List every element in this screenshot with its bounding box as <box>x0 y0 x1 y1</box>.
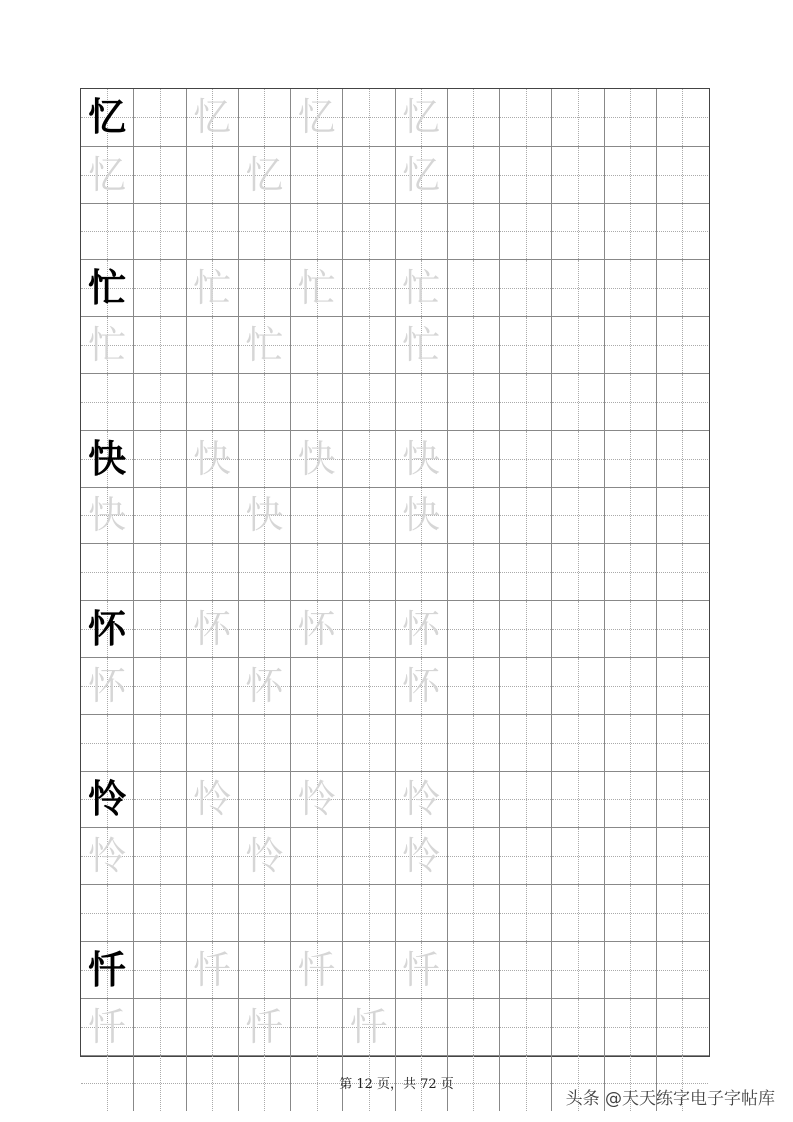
grid-cell <box>395 431 447 487</box>
grid-cell <box>238 772 290 828</box>
trace-character: 怜 <box>245 834 284 879</box>
grid-cell <box>499 204 551 260</box>
grid-cell <box>290 601 342 657</box>
trace-character: 忙 <box>245 323 284 368</box>
trace-character: 忆 <box>193 95 232 140</box>
grid-cell <box>238 942 290 998</box>
grid-cell <box>499 828 551 884</box>
model-character: 忆 <box>88 94 127 140</box>
grid-cell <box>551 942 603 998</box>
practice-row <box>81 600 709 657</box>
trace-character: 快 <box>402 436 441 481</box>
grid-cell <box>133 601 185 657</box>
grid-cell <box>395 544 447 600</box>
grid-cell <box>499 374 551 430</box>
grid-cell <box>604 715 656 771</box>
grid-cell <box>290 374 342 430</box>
grid-cell <box>551 431 603 487</box>
grid-cell <box>395 658 447 714</box>
practice-row-blank <box>81 543 709 600</box>
grid-cell <box>342 544 394 600</box>
practice-row <box>81 487 709 544</box>
grid-cell <box>133 828 185 884</box>
grid-cell <box>604 544 656 600</box>
grid-cell <box>447 260 499 316</box>
grid-cell <box>656 601 708 657</box>
grid-cell <box>656 260 708 316</box>
grid-cell <box>186 828 238 884</box>
grid-cell <box>238 999 290 1055</box>
trace-character: 快 <box>245 493 284 538</box>
grid-cell <box>656 147 708 203</box>
grid-cell <box>604 828 656 884</box>
grid-cell <box>447 885 499 941</box>
grid-cell <box>395 999 447 1055</box>
grid-cell <box>447 772 499 828</box>
trace-character: 忙 <box>402 266 441 311</box>
practice-row <box>81 316 709 373</box>
grid-cell <box>604 89 656 146</box>
grid-cell <box>395 260 447 316</box>
grid-cell <box>604 317 656 373</box>
practice-row <box>81 259 709 316</box>
grid-cell <box>447 601 499 657</box>
grid-cell <box>238 658 290 714</box>
grid-cell <box>604 374 656 430</box>
grid-cell <box>342 431 394 487</box>
grid-cell <box>656 488 708 544</box>
grid-cell <box>551 374 603 430</box>
grid-cell <box>290 260 342 316</box>
grid-cell <box>290 942 342 998</box>
grid-cell <box>133 431 185 487</box>
trace-character: 忙 <box>88 323 127 368</box>
model-character: 怀 <box>88 606 127 652</box>
grid-cell <box>81 431 133 487</box>
trace-character: 忏 <box>297 947 336 992</box>
grid-cell <box>238 431 290 487</box>
trace-character: 忏 <box>88 1004 127 1049</box>
model-character: 快 <box>88 435 127 481</box>
grid-cell <box>81 715 133 771</box>
grid-cell <box>604 999 656 1055</box>
grid-cell <box>342 715 394 771</box>
grid-cell <box>342 89 394 146</box>
grid-cell <box>290 544 342 600</box>
grid-cell <box>133 942 185 998</box>
grid-cell <box>499 317 551 373</box>
grid-cell <box>551 715 603 771</box>
grid-cell <box>342 374 394 430</box>
trace-character: 忙 <box>402 323 441 368</box>
grid-cell <box>81 772 133 828</box>
grid-cell <box>656 89 708 146</box>
model-character: 忙 <box>88 265 127 311</box>
practice-row-blank <box>81 884 709 941</box>
grid-cell <box>81 828 133 884</box>
watermark: 头条 @天天练字电子字帖库 <box>565 1089 775 1109</box>
trace-character: 忆 <box>245 152 284 197</box>
grid-cell <box>133 374 185 430</box>
grid-cell <box>81 601 133 657</box>
grid-cell <box>186 488 238 544</box>
grid-cell <box>81 317 133 373</box>
grid-cell <box>81 374 133 430</box>
grid-cell <box>656 942 708 998</box>
grid-cell <box>342 999 394 1055</box>
grid-cell <box>290 658 342 714</box>
grid-cell <box>186 260 238 316</box>
grid-cell <box>656 204 708 260</box>
practice-row <box>81 771 709 828</box>
grid-cell <box>238 544 290 600</box>
grid-cell <box>81 942 133 998</box>
grid-cell <box>290 431 342 487</box>
grid-cell <box>81 89 133 146</box>
grid-cell <box>238 601 290 657</box>
grid-cell <box>499 147 551 203</box>
grid-cell <box>133 147 185 203</box>
grid-cell <box>238 317 290 373</box>
grid-cell <box>238 885 290 941</box>
grid-cell <box>186 715 238 771</box>
grid-cell <box>342 147 394 203</box>
practice-grid <box>80 88 710 1057</box>
grid-cell <box>395 828 447 884</box>
trace-character: 怜 <box>402 834 441 879</box>
trace-character: 忙 <box>297 266 336 311</box>
trace-character: 快 <box>297 436 336 481</box>
trace-character: 快 <box>88 493 127 538</box>
practice-row <box>81 430 709 487</box>
grid-cell <box>238 204 290 260</box>
practice-row <box>81 89 709 146</box>
grid-cell <box>395 488 447 544</box>
grid-cell <box>447 204 499 260</box>
grid-cell <box>447 715 499 771</box>
trace-character: 忆 <box>402 95 441 140</box>
grid-cell <box>290 828 342 884</box>
grid-cell <box>290 488 342 544</box>
grid-cell <box>499 544 551 600</box>
grid-cell <box>551 260 603 316</box>
grid-cell <box>656 544 708 600</box>
practice-row-blank <box>81 373 709 430</box>
grid-cell <box>604 658 656 714</box>
grid-cell <box>238 828 290 884</box>
grid-cell <box>186 544 238 600</box>
trace-character: 怀 <box>297 607 336 652</box>
grid-cell <box>499 885 551 941</box>
grid-cell <box>133 204 185 260</box>
page-number: 第 12 页，共 72 页 <box>339 1077 454 1092</box>
grid-cell <box>656 999 708 1055</box>
grid-cell <box>395 601 447 657</box>
practice-row <box>81 941 709 998</box>
grid-cell <box>395 374 447 430</box>
grid-cell <box>395 885 447 941</box>
grid-cell <box>447 317 499 373</box>
grid-cell <box>551 885 603 941</box>
grid-cell <box>342 204 394 260</box>
grid-cell <box>447 828 499 884</box>
trace-character: 快 <box>193 436 232 481</box>
grid-cell <box>186 999 238 1055</box>
model-character: 怜 <box>88 776 127 822</box>
grid-cell <box>551 204 603 260</box>
practice-row <box>81 146 709 203</box>
grid-cell <box>604 147 656 203</box>
grid-cell <box>656 317 708 373</box>
trace-character: 忏 <box>193 947 232 992</box>
trace-character: 怀 <box>193 607 232 652</box>
grid-cell <box>604 772 656 828</box>
grid-cell <box>604 204 656 260</box>
grid-cell <box>133 999 185 1055</box>
grid-cell <box>186 147 238 203</box>
grid-cell <box>551 488 603 544</box>
grid-cell <box>656 431 708 487</box>
trace-character: 怀 <box>402 663 441 708</box>
grid-cell <box>342 942 394 998</box>
practice-row <box>81 998 709 1055</box>
grid-cell <box>447 431 499 487</box>
grid-cell <box>290 317 342 373</box>
trace-character: 怀 <box>402 607 441 652</box>
grid-cell <box>499 942 551 998</box>
grid-cell <box>499 658 551 714</box>
grid-cell <box>290 204 342 260</box>
grid-cell <box>656 658 708 714</box>
grid-cell <box>81 658 133 714</box>
grid-cell <box>238 374 290 430</box>
grid-cell <box>499 260 551 316</box>
practice-row-blank <box>81 714 709 771</box>
grid-cell <box>499 999 551 1055</box>
trace-character: 怜 <box>193 777 232 822</box>
grid-cell <box>81 544 133 600</box>
grid-cell <box>551 999 603 1055</box>
grid-cell <box>447 147 499 203</box>
grid-cell <box>81 260 133 316</box>
grid-cell <box>395 89 447 146</box>
grid-cell <box>395 715 447 771</box>
grid-cell <box>499 431 551 487</box>
grid-cell <box>133 89 185 146</box>
grid-cell <box>551 772 603 828</box>
grid-cell <box>133 260 185 316</box>
grid-cell <box>447 942 499 998</box>
trace-character: 怀 <box>88 663 127 708</box>
grid-cell <box>551 89 603 146</box>
grid-cell <box>238 260 290 316</box>
grid-cell <box>186 204 238 260</box>
grid-cell <box>186 885 238 941</box>
grid-cell <box>656 828 708 884</box>
grid-cell <box>133 885 185 941</box>
grid-cell <box>395 147 447 203</box>
grid-cell <box>604 431 656 487</box>
grid-cell <box>342 885 394 941</box>
grid-cell <box>604 260 656 316</box>
grid-cell <box>499 488 551 544</box>
grid-cell <box>186 772 238 828</box>
grid-cell <box>290 147 342 203</box>
trace-character: 忙 <box>193 266 232 311</box>
grid-cell <box>290 772 342 828</box>
grid-cell <box>186 942 238 998</box>
grid-cell <box>238 715 290 771</box>
grid-cell <box>342 828 394 884</box>
grid-cell <box>447 544 499 600</box>
grid-cell <box>499 715 551 771</box>
grid-cell <box>551 828 603 884</box>
grid-cell <box>238 89 290 146</box>
grid-cell <box>133 658 185 714</box>
trace-character: 怜 <box>88 834 127 879</box>
grid-cell <box>395 772 447 828</box>
grid-cell <box>551 658 603 714</box>
trace-character: 忏 <box>402 947 441 992</box>
grid-cell <box>656 374 708 430</box>
grid-cell <box>342 772 394 828</box>
grid-cell <box>81 147 133 203</box>
grid-cell <box>342 601 394 657</box>
grid-cell <box>447 999 499 1055</box>
grid-cell <box>290 999 342 1055</box>
grid-cell <box>604 488 656 544</box>
grid-cell <box>499 601 551 657</box>
trace-character: 忏 <box>349 1004 388 1049</box>
grid-cell <box>133 715 185 771</box>
grid-cell <box>133 317 185 373</box>
practice-row <box>81 657 709 714</box>
grid-cell <box>290 715 342 771</box>
grid-cell <box>290 885 342 941</box>
grid-cell <box>186 601 238 657</box>
practice-row-blank <box>81 203 709 260</box>
trace-character: 怀 <box>245 663 284 708</box>
trace-character: 怜 <box>402 777 441 822</box>
grid-cell <box>342 260 394 316</box>
grid-cell <box>186 658 238 714</box>
grid-cell <box>186 374 238 430</box>
trace-character: 忆 <box>402 152 441 197</box>
trace-character: 忏 <box>245 1004 284 1049</box>
grid-cell <box>81 885 133 941</box>
grid-cell <box>604 885 656 941</box>
grid-cell <box>133 488 185 544</box>
trace-character: 忆 <box>297 95 336 140</box>
grid-cell <box>447 89 499 146</box>
grid-cell <box>604 942 656 998</box>
trace-character: 忆 <box>88 152 127 197</box>
grid-cell <box>133 772 185 828</box>
grid-cell <box>186 89 238 146</box>
grid-cell <box>656 772 708 828</box>
grid-cell <box>447 658 499 714</box>
grid-cell <box>133 544 185 600</box>
grid-cell <box>342 488 394 544</box>
grid-cell <box>290 89 342 146</box>
trace-character: 怜 <box>297 777 336 822</box>
grid-cell <box>238 488 290 544</box>
grid-cell <box>551 601 603 657</box>
grid-cell <box>551 317 603 373</box>
model-character: 忏 <box>88 946 127 992</box>
grid-cell <box>551 147 603 203</box>
grid-cell <box>447 488 499 544</box>
grid-cell <box>342 658 394 714</box>
grid-cell <box>395 204 447 260</box>
grid-cell <box>186 317 238 373</box>
grid-cell <box>551 544 603 600</box>
grid-cell <box>656 715 708 771</box>
grid-cell <box>395 317 447 373</box>
grid-cell <box>238 147 290 203</box>
grid-cell <box>447 374 499 430</box>
grid-cell <box>81 488 133 544</box>
grid-cell <box>656 885 708 941</box>
grid-cell <box>604 601 656 657</box>
trace-character: 快 <box>402 493 441 538</box>
practice-row <box>81 827 709 884</box>
grid-cell <box>81 204 133 260</box>
grid-cell <box>81 999 133 1055</box>
grid-cell <box>499 772 551 828</box>
grid-cell <box>499 89 551 146</box>
grid-cell <box>186 431 238 487</box>
grid-cell <box>342 317 394 373</box>
grid-cell <box>395 942 447 998</box>
